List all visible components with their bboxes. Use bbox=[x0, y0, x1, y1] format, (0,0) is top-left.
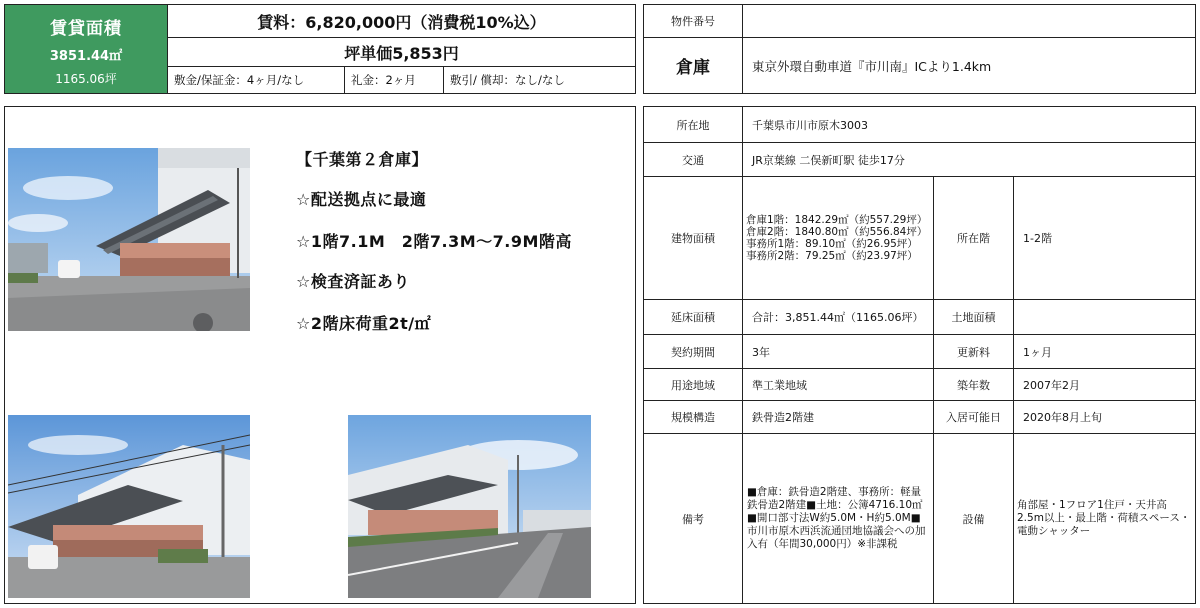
move-in-label: 入居可能日 bbox=[933, 400, 1014, 434]
remarks-value: ■倉庫：鉄骨造2階建、事務所：軽量鉄骨造2階建■土地：公簿4716.10㎡■開口部寸法W約5.0M・H約5.0M■市川市原木西浜流通団地協議会への加入有（年間30,000円）※非課税 bbox=[742, 433, 934, 604]
equipment-value: 角部屋・1フロア1住戸・天井高2.5m以上・最上階・荷積スペース・電動シャッター bbox=[1013, 433, 1196, 604]
warehouse-photo-road bbox=[348, 415, 591, 598]
move-in-value: 2020年8月上旬 bbox=[1013, 400, 1196, 434]
renewal-value: 1ヶ月 bbox=[1013, 334, 1196, 369]
rent-price: 賃料：6,820,000円（消費税10%込） bbox=[167, 4, 636, 38]
transport-value: JR京葉線 二俣新町駅 徒歩17分 bbox=[742, 142, 1196, 177]
floor-value: 1-2階 bbox=[1013, 176, 1196, 300]
built-label: 築年数 bbox=[933, 368, 1014, 401]
location-value: 千葉県市川市原木3003 bbox=[742, 106, 1196, 143]
unit-price: 坪単価5,853円 bbox=[167, 37, 636, 67]
structure-label: 規模構造 bbox=[643, 400, 743, 434]
feature-item: ☆1階7.1M 2階7.3M～7.9M階高 bbox=[296, 232, 572, 251]
building-area-value bbox=[742, 176, 934, 300]
feature-item: ☆配送拠点に最適 bbox=[296, 190, 427, 209]
building-area-label: 建物面積 bbox=[643, 176, 743, 300]
land-area-value bbox=[1013, 299, 1196, 335]
warehouse-photo-side bbox=[8, 415, 250, 598]
building-area-line: 倉庫1階：1842.29㎡（約557.29坪） bbox=[746, 214, 928, 226]
zoning-label: 用途地域 bbox=[643, 368, 743, 401]
property-type: 倉庫 bbox=[643, 37, 743, 94]
equipment-label: 設備 bbox=[933, 433, 1014, 604]
feature-item: ☆2階床荷重2t/㎡ bbox=[296, 314, 432, 333]
rental-area-sqm: 3851.44㎡ bbox=[49, 49, 123, 64]
building-area-line: 事務所2階：79.25㎡（約23.97坪） bbox=[746, 250, 918, 262]
total-floor-area-label: 延床面積 bbox=[643, 299, 743, 335]
rental-area-title: 賃貸面積 bbox=[50, 19, 122, 39]
structure-value: 鉄骨造2階建 bbox=[742, 400, 934, 434]
building-area-line: 倉庫2階：1840.80㎡（約556.84坪） bbox=[746, 226, 928, 238]
transport-label: 交通 bbox=[643, 142, 743, 177]
location-label: 所在地 bbox=[643, 106, 743, 143]
property-id-label: 物件番号 bbox=[643, 4, 743, 38]
rental-area-tsubo: 1165.06坪 bbox=[55, 72, 117, 86]
contract-label: 契約期間 bbox=[643, 334, 743, 369]
land-area-label: 土地面積 bbox=[933, 299, 1014, 335]
highway-access: 東京外環自動車道『市川南』ICより1.4km bbox=[742, 37, 1196, 94]
rental-area-box bbox=[4, 4, 168, 94]
zoning-value: 準工業地域 bbox=[742, 368, 934, 401]
total-floor-area-value: 合計：3,851.44㎡（1165.06坪） bbox=[742, 299, 934, 335]
deduction-info: 敷引/ 償却：なし/なし bbox=[443, 66, 636, 94]
warehouse-photo-main bbox=[8, 148, 250, 331]
floor-label: 所在階 bbox=[933, 176, 1014, 300]
built-value: 2007年2月 bbox=[1013, 368, 1196, 401]
remarks-label: 備考 bbox=[643, 433, 743, 604]
renewal-label: 更新料 bbox=[933, 334, 1014, 369]
deposit-info: 敷金/保証金：4ヶ月/なし bbox=[167, 66, 345, 94]
contract-value: 3年 bbox=[742, 334, 934, 369]
building-area-line: 事務所1階：89.10㎡（約26.95坪） bbox=[746, 238, 918, 250]
property-id-value bbox=[742, 4, 1196, 38]
feature-item: ☆検査済証あり bbox=[296, 272, 410, 291]
warehouse-name: 【千葉第２倉庫】 bbox=[296, 150, 429, 169]
key-money-info: 礼金：2ヶ月 bbox=[344, 66, 444, 94]
